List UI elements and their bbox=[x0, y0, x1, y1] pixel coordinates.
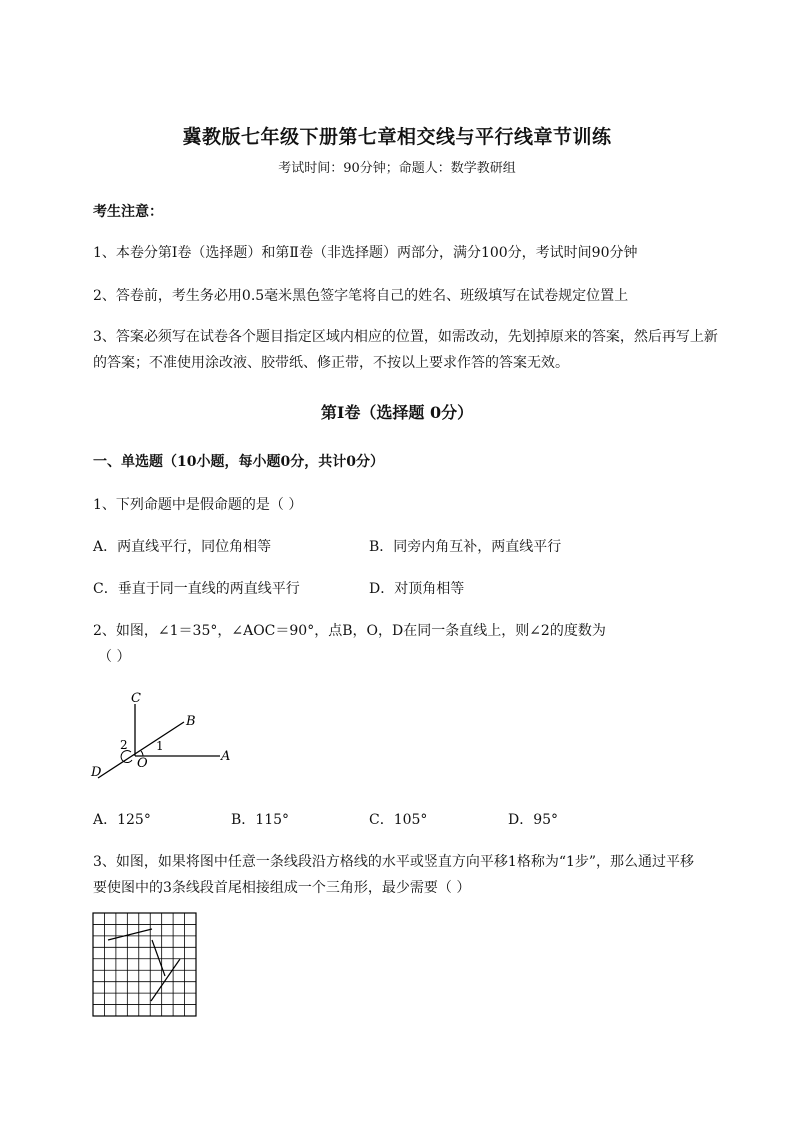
notice-item-1: 1、本卷分第I卷（选择题）和第Ⅱ卷（非选择题）两部分，满分100分，考试时间90分钟 bbox=[93, 245, 638, 261]
segment-3 bbox=[151, 959, 180, 1001]
grid-border bbox=[93, 913, 196, 1016]
notice-heading: 考生注意： bbox=[93, 204, 163, 220]
segment-1 bbox=[108, 929, 152, 940]
notice-item-3: 3、答案必须写在试卷各个题目指定区域内相应的位置，如需改动，先划掉原来的答案，然后再写上新 bbox=[93, 329, 718, 345]
notice-item-2: 2、答卷前，考生务必用0.5毫米黑色签字笔将自己的姓名、班级填写在试卷规定位置上 bbox=[93, 288, 629, 304]
page-title: 冀教版七年级下册第七章相交线与平行线章节训练 bbox=[182, 126, 612, 148]
section-title: 第I卷（选择题 0分） bbox=[320, 403, 474, 422]
grid-figure bbox=[92, 912, 198, 1018]
part-title: 一、单选题（10小题，每小题0分，共计0分） bbox=[93, 454, 384, 470]
question-2-stem: 2、如图，∠1＝35°，∠AOC＝90°，点B，O，D在同一条直线上，则∠2的度数为 bbox=[93, 623, 606, 639]
label-angle-2: 2 bbox=[120, 738, 128, 752]
question-3-stem-cont: 要使图中的3条线段首尾相接组成一个三角形，最少需要（ ） bbox=[93, 880, 471, 896]
q1-option-c[interactable]: C．垂直于同一直线的两直线平行 bbox=[93, 581, 300, 597]
exam-info: 考试时间：90分钟；命题人：数学教研组 bbox=[278, 161, 516, 176]
label-o: O bbox=[137, 756, 148, 771]
notice-item-3-cont: 的答案；不准使用涂改液、胶带纸、修正带，不按以上要求作答的答案无效。 bbox=[93, 355, 569, 371]
q2-option-d[interactable]: D．95° bbox=[508, 812, 559, 828]
question-2-answer-blank: （ ） bbox=[98, 649, 131, 665]
label-d: D bbox=[91, 765, 102, 780]
label-a: A bbox=[221, 749, 231, 764]
q2-option-b[interactable]: B．115° bbox=[231, 812, 290, 828]
label-b: B bbox=[186, 714, 196, 729]
q2-option-a[interactable]: A．125° bbox=[93, 812, 151, 828]
q1-option-b[interactable]: B．同旁内角互补，两直线平行 bbox=[369, 539, 562, 555]
q2-option-c[interactable]: C．105° bbox=[369, 812, 428, 828]
label-angle-1: 1 bbox=[156, 739, 164, 753]
label-c: C bbox=[131, 691, 141, 706]
question-1-stem: 1、下列命题中是假命题的是（ ） bbox=[93, 497, 303, 513]
q1-option-a[interactable]: A．两直线平行，同位角相等 bbox=[93, 539, 272, 555]
question-3-stem: 3、如图，如果将图中任意一条线段沿方格线的水平或竖直方向平移1格称为“1步”，那么通过平移 bbox=[93, 854, 695, 870]
angle-figure bbox=[88, 686, 238, 781]
q1-option-d[interactable]: D．对顶角相等 bbox=[369, 581, 465, 597]
